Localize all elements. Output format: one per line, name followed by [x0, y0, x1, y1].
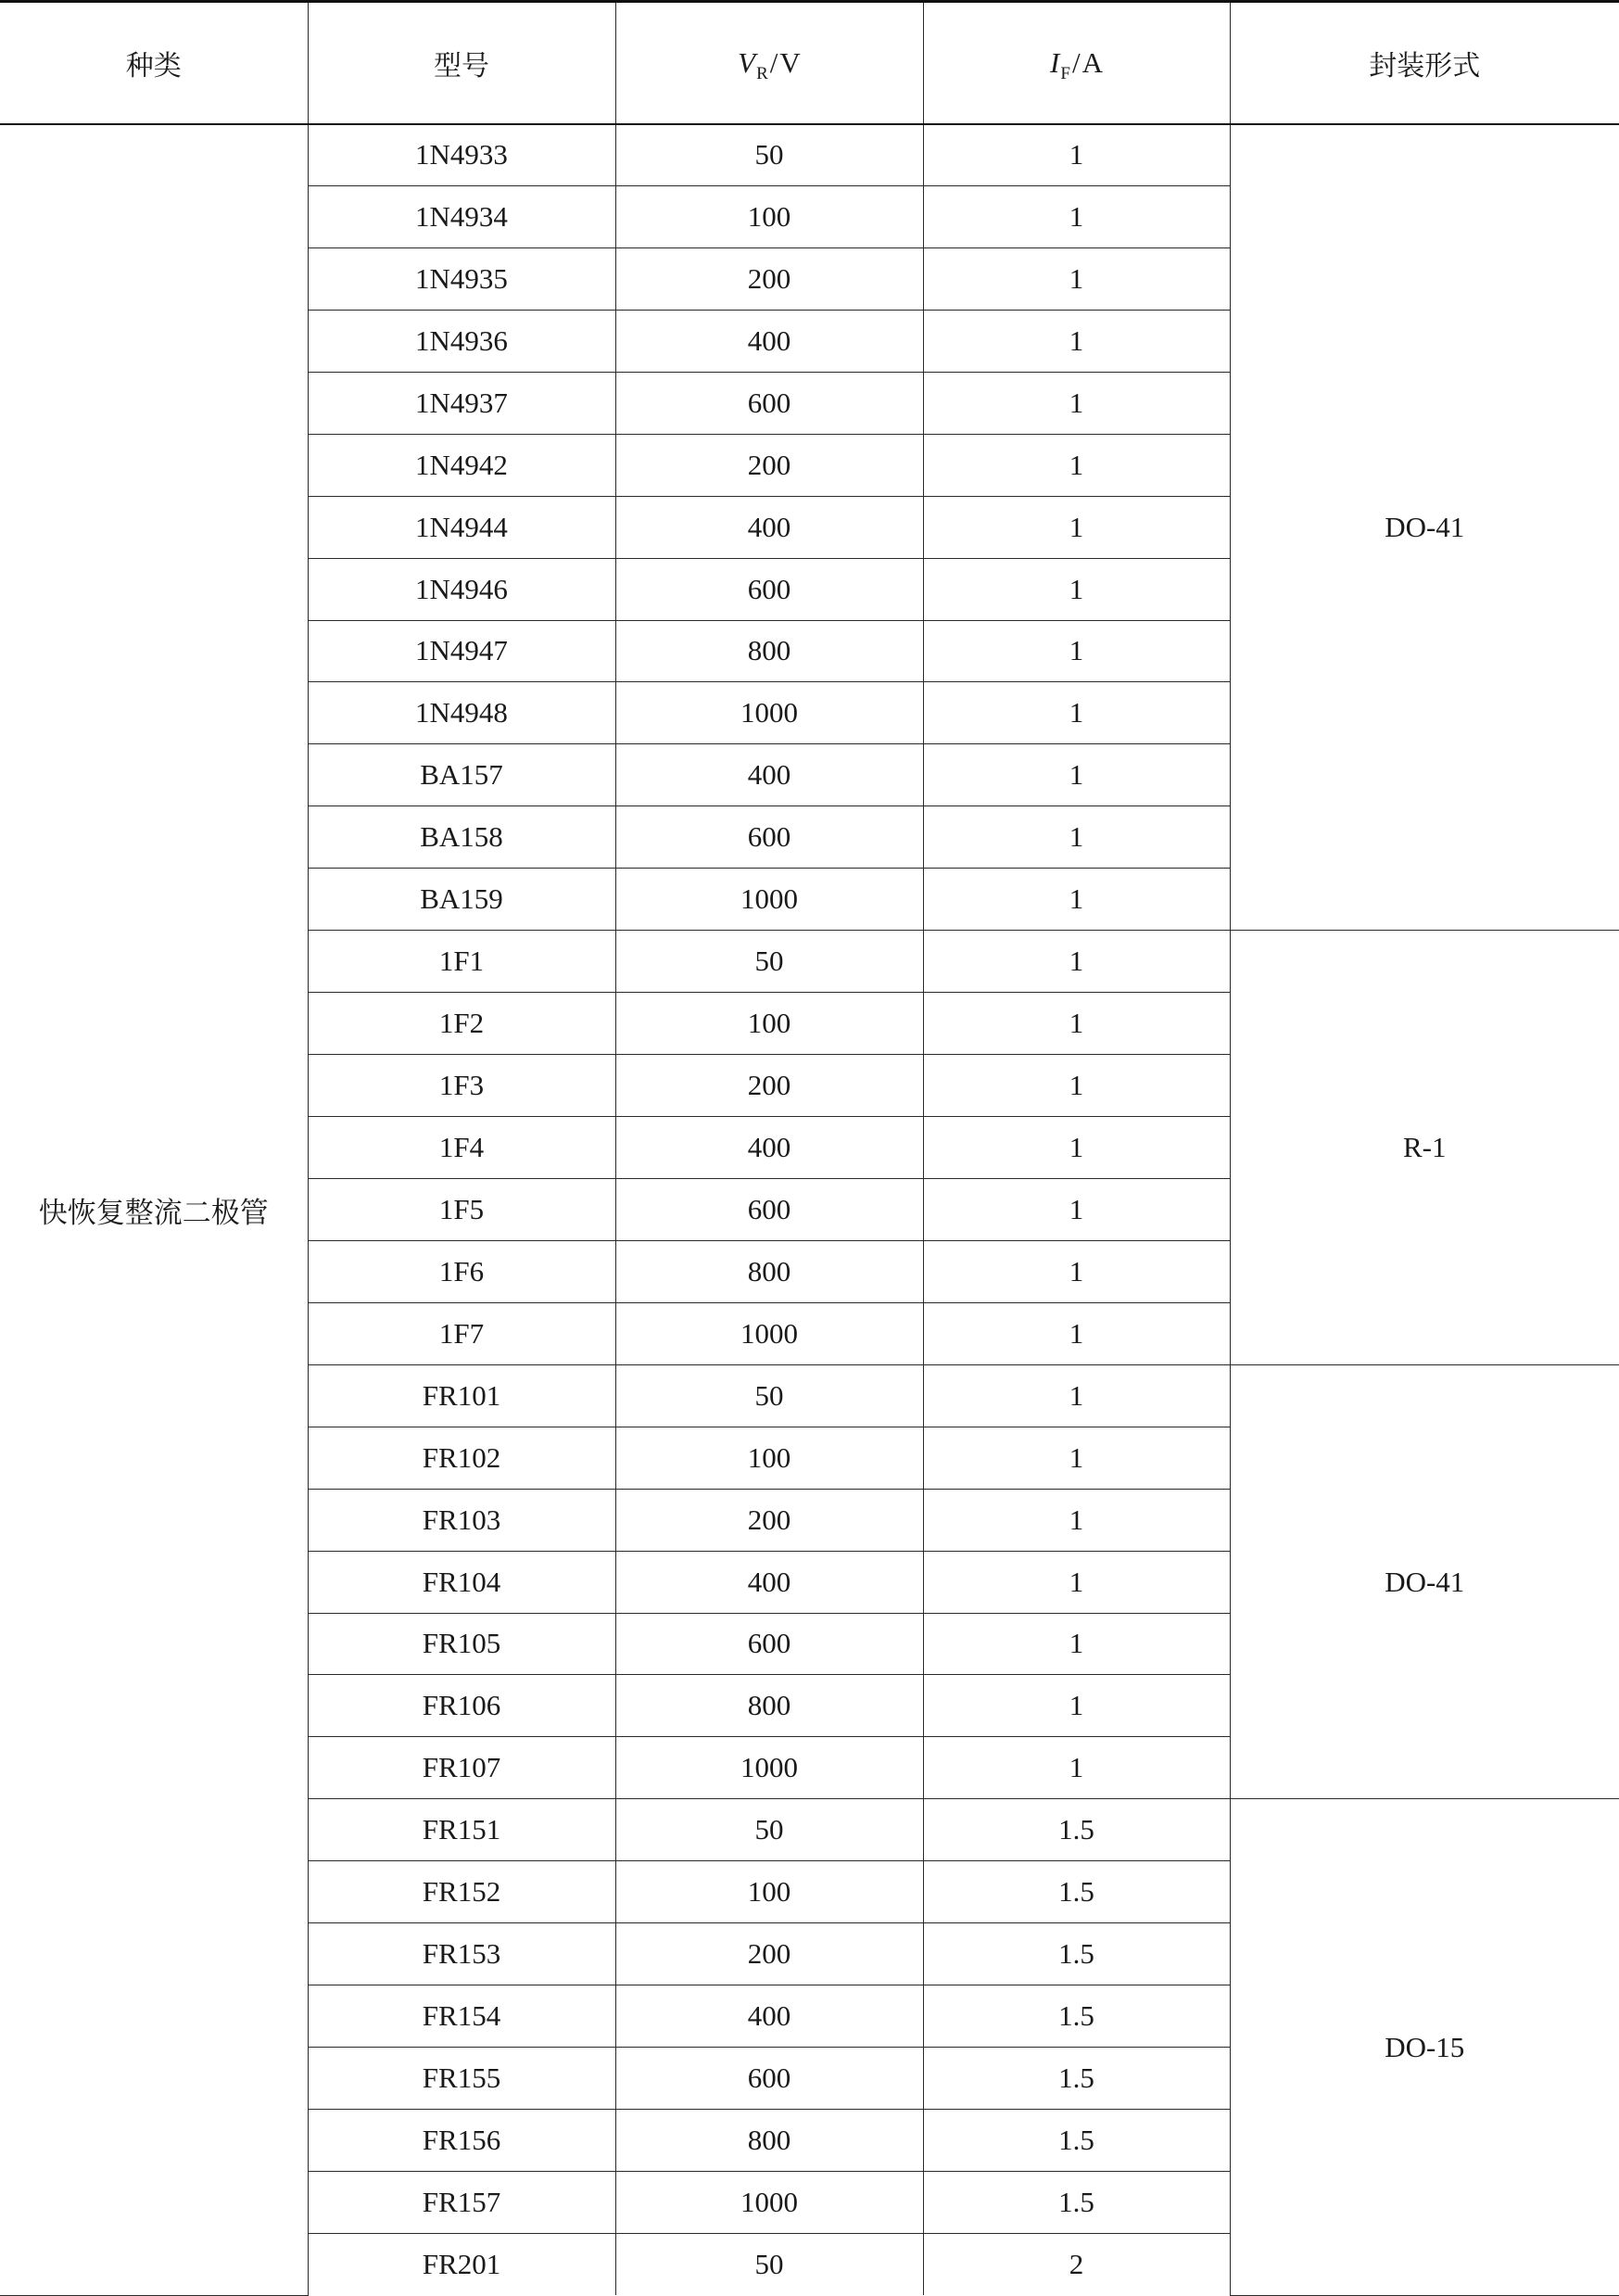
vr-cell: 50	[615, 124, 923, 186]
if-cell: 1	[923, 1737, 1230, 1799]
if-cell: 1.5	[923, 1985, 1230, 2048]
if-cell: 1	[923, 1364, 1230, 1427]
vr-cell: 600	[615, 372, 923, 434]
if-cell: 1	[923, 1117, 1230, 1179]
model-cell: FR105	[308, 1613, 615, 1675]
if-cell: 1.5	[923, 1923, 1230, 1985]
model-cell: FR154	[308, 1985, 615, 2048]
vr-cell: 600	[615, 558, 923, 620]
model-cell: FR104	[308, 1551, 615, 1613]
vr-cell: 400	[615, 744, 923, 806]
model-cell: FR107	[308, 1737, 615, 1799]
header-row	[0, 2, 1619, 124]
vr-cell: 400	[615, 1985, 923, 2048]
if-cell: 1	[923, 869, 1230, 931]
vr-cell: 800	[615, 1675, 923, 1737]
if-cell: 1	[923, 124, 1230, 186]
model-cell: FR157	[308, 2171, 615, 2233]
table-body	[0, 2, 1619, 2296]
category-cell	[0, 124, 308, 2296]
vr-cell: 200	[615, 1055, 923, 1117]
model-cell: FR101	[308, 1364, 615, 1427]
vr-cell: 1000	[615, 2171, 923, 2233]
if-cell: 1.5	[923, 2048, 1230, 2110]
model-cell: BA158	[308, 806, 615, 869]
vr-cell: 50	[615, 2233, 923, 2295]
model-cell: 1F5	[308, 1178, 615, 1240]
header-if-slash: /	[1071, 45, 1081, 79]
vr-cell: 50	[615, 1364, 923, 1427]
if-cell: 1	[923, 806, 1230, 869]
if-cell: 1	[923, 1427, 1230, 1489]
model-cell: 1F6	[308, 1240, 615, 1302]
table-row	[0, 124, 1619, 186]
vr-cell: 400	[615, 496, 923, 558]
vr-cell: 600	[615, 1178, 923, 1240]
model-cell: BA157	[308, 744, 615, 806]
vr-cell: 100	[615, 185, 923, 247]
model-cell: 1N4947	[308, 620, 615, 682]
vr-cell: 1000	[615, 1302, 923, 1364]
if-cell: 1	[923, 620, 1230, 682]
if-cell: 1.5	[923, 2110, 1230, 2172]
header-model-label: 型号	[434, 49, 489, 82]
model-cell: FR152	[308, 1861, 615, 1923]
vr-cell: 1000	[615, 1737, 923, 1799]
vr-cell: 200	[615, 1923, 923, 1985]
header-vr	[615, 2, 923, 124]
model-cell: 1N4944	[308, 496, 615, 558]
vr-cell: 100	[615, 1861, 923, 1923]
vr-cell: 600	[615, 806, 923, 869]
if-cell: 1	[923, 1675, 1230, 1737]
vr-cell: 600	[615, 2048, 923, 2110]
header-vr-slash: /	[769, 45, 778, 79]
model-cell: 1N4933	[308, 124, 615, 186]
header-vr-unit: V	[779, 45, 801, 79]
if-cell: 1	[923, 247, 1230, 310]
vr-cell: 1000	[615, 682, 923, 744]
vr-cell: 800	[615, 1240, 923, 1302]
vr-cell: 50	[615, 931, 923, 993]
if-cell: 1	[923, 744, 1230, 806]
model-cell: 1F2	[308, 993, 615, 1055]
model-cell: FR106	[308, 1675, 615, 1737]
model-cell: 1N4942	[308, 434, 615, 496]
if-cell: 1.5	[923, 1861, 1230, 1923]
header-if	[923, 2, 1230, 124]
if-cell: 2	[923, 2233, 1230, 2295]
vr-cell: 200	[615, 434, 923, 496]
header-package-label: 封装形式	[1369, 49, 1481, 82]
model-cell: BA159	[308, 869, 615, 931]
model-cell: 1N4937	[308, 372, 615, 434]
header-if-subscript: F	[1060, 63, 1070, 83]
vr-cell: 400	[615, 310, 923, 372]
if-cell: 1	[923, 682, 1230, 744]
if-cell: 1	[923, 1613, 1230, 1675]
header-category-label: 种类	[125, 49, 182, 82]
model-cell: 1F4	[308, 1117, 615, 1179]
model-cell: FR201	[308, 2233, 615, 2295]
model-cell: FR102	[308, 1427, 615, 1489]
model-cell: FR151	[308, 1799, 615, 1861]
model-cell: FR153	[308, 1923, 615, 1985]
model-cell: 1N4948	[308, 682, 615, 744]
header-package	[1230, 2, 1619, 124]
if-cell: 1	[923, 931, 1230, 993]
package-cell: R-1	[1230, 931, 1619, 1365]
if-cell: 1	[923, 434, 1230, 496]
package-cell: DO-41	[1230, 124, 1619, 931]
vr-cell: 800	[615, 620, 923, 682]
model-cell: 1F7	[308, 1302, 615, 1364]
if-cell: 1.5	[923, 1799, 1230, 1861]
header-vr-subscript: R	[756, 63, 768, 83]
if-cell: 1	[923, 372, 1230, 434]
if-cell: 1	[923, 1178, 1230, 1240]
model-cell: 1F1	[308, 931, 615, 993]
header-model	[308, 2, 615, 124]
model-cell: FR155	[308, 2048, 615, 2110]
if-cell: 1	[923, 496, 1230, 558]
header-if-symbol: I	[1050, 45, 1060, 79]
vr-cell: 600	[615, 1613, 923, 1675]
if-cell: 1.5	[923, 2171, 1230, 2233]
vr-cell: 50	[615, 1799, 923, 1861]
if-cell: 1	[923, 1551, 1230, 1613]
if-cell: 1	[923, 310, 1230, 372]
model-cell: FR103	[308, 1489, 615, 1551]
header-if-unit: A	[1081, 45, 1103, 79]
model-cell: 1N4936	[308, 310, 615, 372]
if-cell: 1	[923, 1302, 1230, 1364]
if-cell: 1	[923, 558, 1230, 620]
vr-cell: 400	[615, 1551, 923, 1613]
vr-cell: 1000	[615, 869, 923, 931]
model-cell: 1N4946	[308, 558, 615, 620]
vr-cell: 200	[615, 1489, 923, 1551]
vr-cell: 200	[615, 247, 923, 310]
model-cell: 1N4934	[308, 185, 615, 247]
model-cell: 1N4935	[308, 247, 615, 310]
package-cell: DO-15	[1230, 1799, 1619, 2296]
vr-cell: 100	[615, 1427, 923, 1489]
if-cell: 1	[923, 1055, 1230, 1117]
package-cell: DO-41	[1230, 1364, 1619, 1799]
model-cell: FR156	[308, 2110, 615, 2172]
header-category	[0, 2, 308, 124]
vr-cell: 400	[615, 1117, 923, 1179]
if-cell: 1	[923, 993, 1230, 1055]
if-cell: 1	[923, 1489, 1230, 1551]
category-label: 快恢复整流二极管	[38, 1196, 269, 1230]
if-cell: 1	[923, 185, 1230, 247]
model-cell: 1F3	[308, 1055, 615, 1117]
vr-cell: 800	[615, 2110, 923, 2172]
if-cell: 1	[923, 1240, 1230, 1302]
vr-cell: 100	[615, 993, 923, 1055]
header-vr-symbol: V	[738, 45, 756, 79]
